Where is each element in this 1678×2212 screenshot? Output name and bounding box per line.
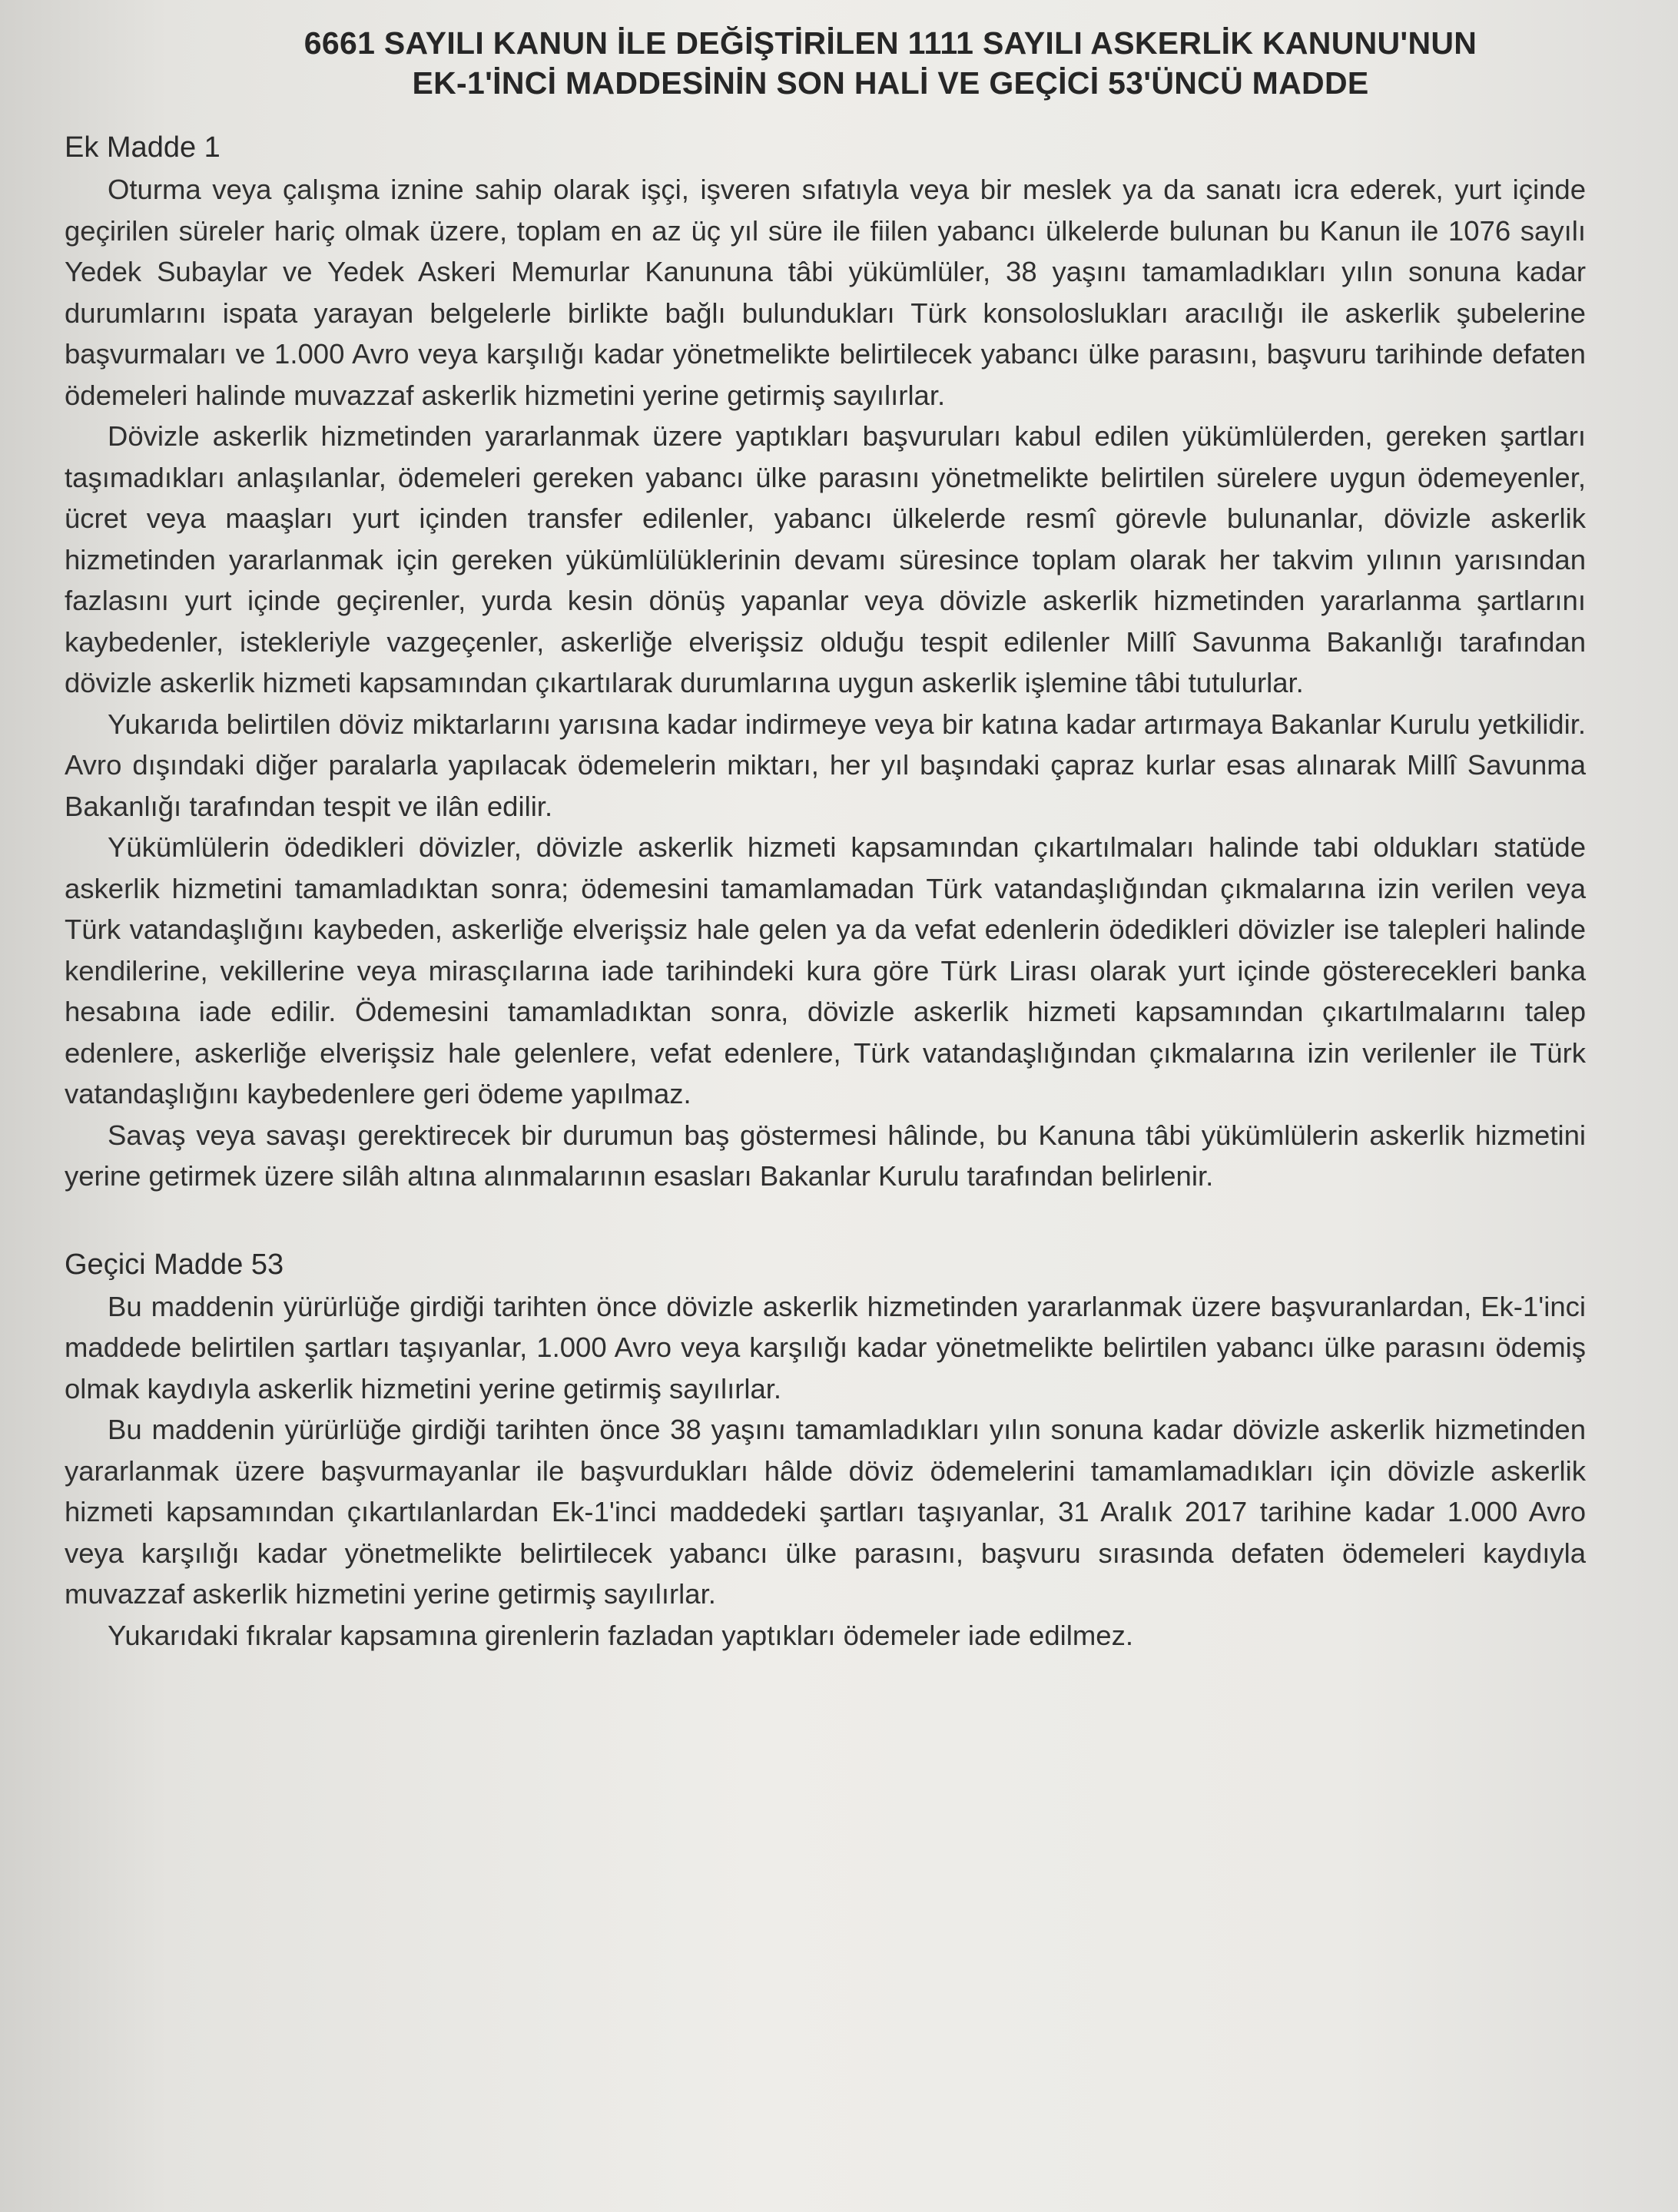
document-title xyxy=(65,23,1586,103)
title-line-2: EK-1'İNCİ MADDESİNİN SON HALİ VE GEÇİCİ 53'ÜNCÜ MADDE xyxy=(412,65,1369,101)
paragraph: Yükümlülerin ödedikleri dövizler, dövizle askerlik hizmeti kapsamından çıkartılmaları halinde tabi oldukları statüde askerlik hizmetini tamamladıktan sonra; ödemesini tamamlamadan Türk vatandaşlığından çıkmalarına izin verilen veya Türk vatandaşlığını kaybeden, askerliğe elverişsiz hale gelen ya da vefat edenlerin ödedikleri dövizler ise talepleri halinde kendilerine, vekillerine veya mirasçılarına iade tarihindeki kura göre Türk Lirası olarak yurt içinde gösterecekleri banka hesabına iade edilir. Ödemesini tamamladıktan sonra, dövizle askerlik hizmeti kapsamından çıkartılmalarını talep edenlere, askerliğe elverişsiz hale gelenlere, vefat edenlere, Türk vatandaşlığından çıkmalarına izin verilenler ile Türk vatandaşlığını kaybedenlere geri ödeme yapılmaz. xyxy=(65,831,1586,1109)
section-heading: Ek Madde 1 xyxy=(65,131,221,164)
paragraph: Oturma veya çalışma iznine sahip olarak işçi, işveren sıfatıyla veya bir meslek ya da sanatı icra ederek, yurt içinde geçirilen süreler hariç olmak üzere, toplam en az üç yıl süre ile fiilen yabancı ülkelerde bulunan bu Kanun ile 1076 sayılı Yedek Subaylar ve Yedek Askeri Memurlar Kanununa tâbi yükümlüler, 38 yaşını tamamladıkları yılın sonuna kadar durumlarını ispata yarayan belgelerle birlikte bağlı bulundukları Türk konsoloslukları aracılığı ile askerlik şubelerine başvurmaları ve 1.000 Avro veya karşılığı kadar yönetmelikte belirtilecek yabancı ülke parasını, başvuru tarihinde defaten ödemeleri halinde muvazzaf askerlik hizmetini yerine getirmiş sayılırlar. xyxy=(65,174,1586,411)
section-ek-madde-1 xyxy=(65,126,1586,1197)
paragraph: Yukarıda belirtilen döviz miktarlarını yarısına kadar indirmeye veya bir katına kadar artırmaya Bakanlar Kurulu yetkilidir. Avro dışındaki diğer paralarla yapılacak ödemelerin miktarı, her yıl başındaki çapraz kurlar esas alınarak Millî Savunma Bakanlığı tarafından tespit ve ilân edilir. xyxy=(65,708,1586,822)
paragraph: Bu maddenin yürürlüğe girdiği tarihten önce dövizle askerlik hizmetinden yararlanmak üzere başvuranlardan, Ek-1'inci maddede belirtilen şartları taşıyanlar, 1.000 Avro veya karşılığı kadar yönetmelikte belirtilen yabancı ülke parasını ödemiş olmak kaydıyla askerlik hizmetini yerine getirmiş sayılırlar. xyxy=(65,1290,1586,1404)
paragraph: Bu maddenin yürürlüğe girdiği tarihten önce 38 yaşını tamamladıkları yılın sonuna kadar dövizle askerlik hizmetinden yararlanmak üzere başvurmayanlar ile başvurdukları hâlde döviz ödemelerini tamamlamadıkları için dövizle askerlik hizmeti kapsamından çıkartılanlardan Ek-1'inci maddedeki şartları taşıyanlar, 31 Aralık 2017 tarihine kadar 1.000 Avro veya karşılığı kadar yönetmelikte belirtilecek yabancı ülke parasını, başvuru sırasında defaten ödemeleri kaydıyla muvazzaf askerlik hizmetini yerine getirmiş sayılırlar. xyxy=(65,1414,1586,1610)
paragraph: Savaş veya savaşı gerektirecek bir durumun baş göstermesi hâlinde, bu Kanuna tâbi yükümlülerin askerlik hizmetini yerine getirmek üzere silâh altına alınmalarının esasları Bakanlar Kurulu tarafından belirlenir. xyxy=(65,1119,1586,1192)
paragraph: Dövizle askerlik hizmetinden yararlanmak üzere yaptıkları başvuruları kabul edilen yükümlülerden, gereken şartları taşımadıkları anlaşılanlar, ödemeleri gereken yabancı ülke parasını yönetmelikte belirtilen sürelere uygun ödemeyenler, ücret veya maaşları yurt içinden transfer edilenler, yabancı ülkelerde resmî görevle bulunanlar, dövizle askerlik hizmetinden yararlanmak için gereken yükümlülüklerinin devamı süresince toplam olarak her takvim yılının yarısından fazlasını yurt içinde geçirenler, yurda kesin dönüş yapanlar veya dövizle askerlik hizmetinden yararlanma şartlarını kaybedenler, istekleriyle vazgeçenler, askerliğe elverişsiz olduğu tespit edilenler Millî Savunma Bakanlığı tarafından dövizle askerlik hizmeti kapsamından çıkartılarak durumlarına uygun askerlik işlemine tâbi tutulurlar. xyxy=(65,420,1586,698)
paragraph: Yukarıdaki fıkralar kapsamına girenlerin fazladan yaptıkları ödemeler iade edilmez. xyxy=(108,1619,1133,1651)
title-line-1: 6661 SAYILI KANUN İLE DEĞİŞTİRİLEN 1111 SAYILI ASKERLİK KANUNU'NUN xyxy=(303,25,1477,61)
section-heading: Geçici Madde 53 xyxy=(65,1248,284,1281)
section-gecici-madde-53 xyxy=(65,1243,1586,1657)
